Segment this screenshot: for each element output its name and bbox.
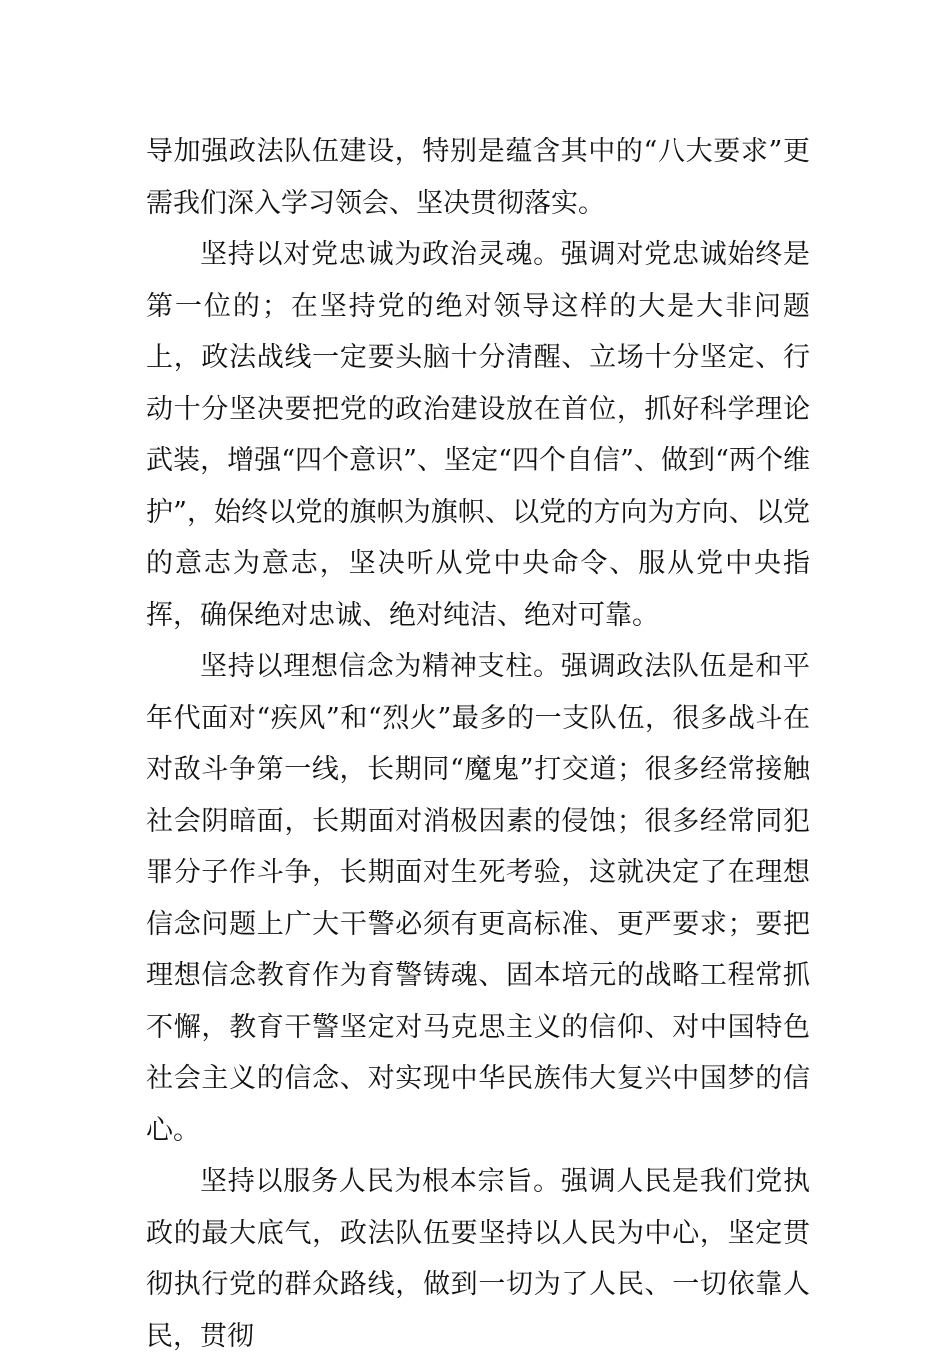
document-body	[146, 126, 810, 1362]
paragraph-ideals-beliefs: 坚持以理想信念为精神支柱。强调政法队伍是和平年代面对“疾风”和“烈火”最多的一支队伍，很多战斗在对敌斗争第一线，长期同“魔鬼”打交道；很多经常接触社会阴暗面，长期面对消极因素的侵蚀；很多经常同犯罪分子作斗争，长期面对生死考验，这就决定了在理想信念问题上广大干警必须有更高标准、更严要求；要把理想信念教育作为育警铸魂、固本培元的战略工程常抓不懈，教育干警坚定对马克思主义的信仰、对中国特色社会主义的信念、对实现中华民族伟大复兴中国梦的信心。	[146, 651, 810, 1146]
paragraph-political-loyalty: 坚持以对党忠诚为政治灵魂。强调对党忠诚始终是第一位的；在坚持党的绝对领导这样的大是大非问题上，政法战线一定要头脑十分清醒、立场十分坚定、行动十分坚决要把党的政治建设放在首位，抓好科学理论武装，增强“四个意识”、坚定“四个自信”、做到“两个维护”，始终以党的旗帜为旗帜、以党的方向为方向、以党的意志为意志，坚决听从党中央命令、服从党中央指挥，确保绝对忠诚、绝对纯洁、绝对可靠。	[146, 239, 810, 631]
paragraph-continuation: 导加强政法队伍建设，特别是蕴含其中的“八大要求”更需我们深入学习领会、坚决贯彻落实。	[146, 136, 810, 219]
paragraph-serve-people: 坚持以服务人民为根本宗旨。强调人民是我们党执政的最大底气，政法队伍要坚持以人民为中心，坚定贯彻执行党的群众路线，做到一切为了人民、一切依靠人民，贯彻	[146, 1166, 810, 1352]
